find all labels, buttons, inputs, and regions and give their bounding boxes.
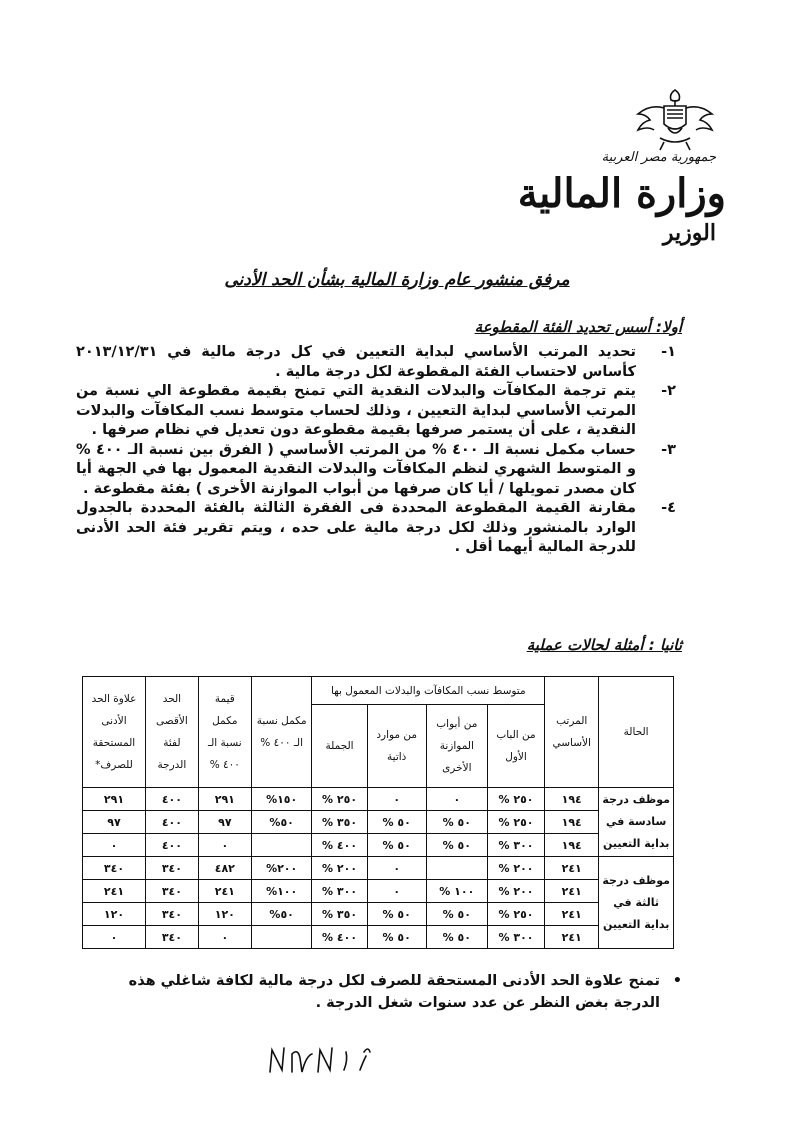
item-text: حساب مكمل نسبة الـ ٤٠٠ % من المرتب الأساسي ( الفرق بين نسبة الـ ٤٠٠ % و المتوسط الشهري لنظم المكافآت والبدلات النقدية المعمول بها في الجهة أيا كان مصدر تمويلها / أيا كان صرفها من أبواب الموازنة الأخرى ) بفئة مقطوعة . xyxy=(76,441,637,497)
cell-complement: ٢٠٠% xyxy=(251,857,312,880)
cell-allowance: ١٢٠ xyxy=(83,903,146,926)
cell-basic: ٢٤١ xyxy=(545,926,599,949)
cell-max: ٣٤٠ xyxy=(146,857,199,880)
cell-own: ٥٠ % xyxy=(367,811,426,834)
cell-own: ٠ xyxy=(367,880,426,903)
criteria-list xyxy=(76,343,676,558)
signature xyxy=(262,1032,382,1082)
cell-basic: ٢٤١ xyxy=(545,857,599,880)
cell-max: ٤٠٠ xyxy=(146,788,199,811)
item-number: ٤- xyxy=(661,500,676,516)
cell-total: ٣٠٠ % xyxy=(312,880,367,903)
cell-own: ٥٠ % xyxy=(367,926,426,949)
list-item xyxy=(76,382,676,441)
cell-other: ٥٠ % xyxy=(426,903,487,926)
item-text: يتم ترجمة المكافآت والبدلات النقدية التي تمنح بقيمة مقطوعة الي نسبة من المرتب الأساسي لبداية التعيين ، وذلك لحساب متوسط نسب المكافآت والبدلات النقدية ، على أن يستمر صرفها بقيمة مقطوعة دون تعديل في نظام صرفها . xyxy=(76,383,636,438)
cell-other: ٥٠ % xyxy=(426,834,487,857)
bullet-icon: • xyxy=(672,973,682,989)
cell-complement: ٥٠% xyxy=(251,903,312,926)
item-number: ٣- xyxy=(661,441,676,458)
cell-allowance: ٠ xyxy=(83,926,146,949)
cell-total: ٣٥٠ % xyxy=(312,903,367,926)
case-label: موظف درجة ثالثة في بداية التعيين xyxy=(599,857,674,949)
cell-chapter1: ٣٠٠ % xyxy=(487,834,544,857)
footnote xyxy=(122,970,682,1014)
cell-complement-value: ٠ xyxy=(198,926,251,949)
item-number: ١- xyxy=(661,344,676,360)
minister-title: الوزير xyxy=(662,220,716,246)
cell-basic: ١٩٤ xyxy=(545,811,599,834)
table-row xyxy=(83,811,674,834)
col-header-allowance: علاوة الحد الأدنى المستحقة للصرف* xyxy=(83,677,146,788)
cell-complement-value: ١٢٠ xyxy=(198,903,251,926)
cell-basic: ٢٤١ xyxy=(545,903,599,926)
cell-own: ٥٠ % xyxy=(367,903,426,926)
cell-chapter1: ٢٥٠ % xyxy=(487,903,544,926)
cell-complement-value: ٢٩١ xyxy=(198,788,251,811)
table-row xyxy=(83,857,674,880)
section-2-heading: ثانيا : أمثلة لحالات عملية xyxy=(526,636,682,654)
cell-complement-value: ٤٨٢ xyxy=(198,857,251,880)
cell-other: ٥٠ % xyxy=(426,926,487,949)
col-header-total: الجملة xyxy=(312,705,367,788)
col-header-own: من موارد ذاتية xyxy=(367,705,426,788)
cell-total: ٤٠٠ % xyxy=(312,926,367,949)
col-header-max: الحد الأقصى لفئة الدرجة xyxy=(146,677,199,788)
cell-total: ٤٠٠ % xyxy=(312,834,367,857)
cell-basic: ٢٤١ xyxy=(545,880,599,903)
list-item xyxy=(76,343,676,382)
col-header-chapter1: من الباب الأول xyxy=(487,705,544,788)
cell-max: ٣٤٠ xyxy=(146,926,199,949)
col-header-group: متوسط نسب المكافآت والبدلات المعمول بها xyxy=(312,677,545,705)
cell-basic: ١٩٤ xyxy=(545,788,599,811)
country-name: جمهورية مصر العربية xyxy=(601,150,716,165)
col-header-complement-value: قيمة مكمل نسبة الـ ٤٠٠ % xyxy=(198,677,251,788)
cell-complement xyxy=(251,926,312,949)
col-header-complement: مكمل نسبة الـ ٤٠٠ % xyxy=(251,677,312,788)
cell-complement-value: ٠ xyxy=(198,834,251,857)
cell-complement: ١٠٠% xyxy=(251,880,312,903)
eagle-emblem-icon xyxy=(634,84,716,154)
cell-own: ٠ xyxy=(367,788,426,811)
list-item xyxy=(76,499,676,558)
cell-max: ٣٤٠ xyxy=(146,880,199,903)
cell-complement: ١٥٠% xyxy=(251,788,312,811)
item-text: تحديد المرتب الأساسي لبداية التعيين في كل درجة مالية في ٢٠١٣/١٢/٣١ كأساس لاحتساب الفئة المقطوعة لكل درجة مالية . xyxy=(76,344,636,380)
cell-total: ٣٥٠ % xyxy=(312,811,367,834)
list-item xyxy=(76,441,676,500)
item-number: ٢- xyxy=(661,383,676,399)
cell-complement-value: ٢٤١ xyxy=(198,880,251,903)
cell-max: ٤٠٠ xyxy=(146,811,199,834)
cell-max: ٤٠٠ xyxy=(146,834,199,857)
cell-allowance: ٩٧ xyxy=(83,811,146,834)
cell-chapter1: ٢٥٠ % xyxy=(487,811,544,834)
cell-chapter1: ٣٠٠ % xyxy=(487,926,544,949)
cell-allowance: ٢٩١ xyxy=(83,788,146,811)
cell-chapter1: ٢٥٠ % xyxy=(487,788,544,811)
cell-allowance: ٣٤٠ xyxy=(83,857,146,880)
ministry-name: وزارة المالية xyxy=(517,170,726,217)
table-row xyxy=(83,926,674,949)
cell-chapter1: ٢٠٠ % xyxy=(487,857,544,880)
cell-other: ٥٠ % xyxy=(426,811,487,834)
cell-allowance: ٠ xyxy=(83,834,146,857)
cell-other: ٠ xyxy=(426,788,487,811)
cell-total: ٢٠٠ % xyxy=(312,857,367,880)
cell-basic: ١٩٤ xyxy=(545,834,599,857)
cell-other: ١٠٠ % xyxy=(426,880,487,903)
col-header-case: الحالة xyxy=(599,677,674,788)
examples-table xyxy=(82,676,674,949)
document-title: مرفق منشور عام وزارة المالية بشأن الحد الأدنى xyxy=(224,270,570,290)
item-text: مقارنة القيمة المقطوعة المحددة فى الفقرة الثالثة بالفئة المحددة بالجدول الوارد بالمنشور وذلك لكل درجة مالية على حده ، ويتم تقرير فئة الحد الأدنى للدرجة المالية أيهما أقل . xyxy=(76,500,636,555)
case-label: موظف درجة سادسة في بداية التعيين xyxy=(599,788,674,857)
table-row xyxy=(83,788,674,811)
col-header-basic: المرتب الأساسي xyxy=(545,677,599,788)
footnote-text: تمنح علاوة الحد الأدنى المستحقة للصرف لكل درجة مالية لكافة شاغلي هذه الدرجة بغض النظر عن عدد سنوات شغل الدرجة . xyxy=(128,973,660,1011)
cell-max: ٣٤٠ xyxy=(146,903,199,926)
cell-other xyxy=(426,857,487,880)
cell-complement xyxy=(251,834,312,857)
cell-complement-value: ٩٧ xyxy=(198,811,251,834)
cell-chapter1: ٢٠٠ % xyxy=(487,880,544,903)
cell-total: ٢٥٠ % xyxy=(312,788,367,811)
cell-allowance: ٢٤١ xyxy=(83,880,146,903)
cell-own: ٠ xyxy=(367,857,426,880)
col-header-other: من أبواب الموازنة الأخرى xyxy=(426,705,487,788)
table-row xyxy=(83,903,674,926)
table-row xyxy=(83,834,674,857)
table-row xyxy=(83,880,674,903)
section-1-heading: أولا: أسس تحديد الفئة المقطوعة xyxy=(474,318,682,336)
cell-complement: ٥٠% xyxy=(251,811,312,834)
cell-own: ٥٠ % xyxy=(367,834,426,857)
